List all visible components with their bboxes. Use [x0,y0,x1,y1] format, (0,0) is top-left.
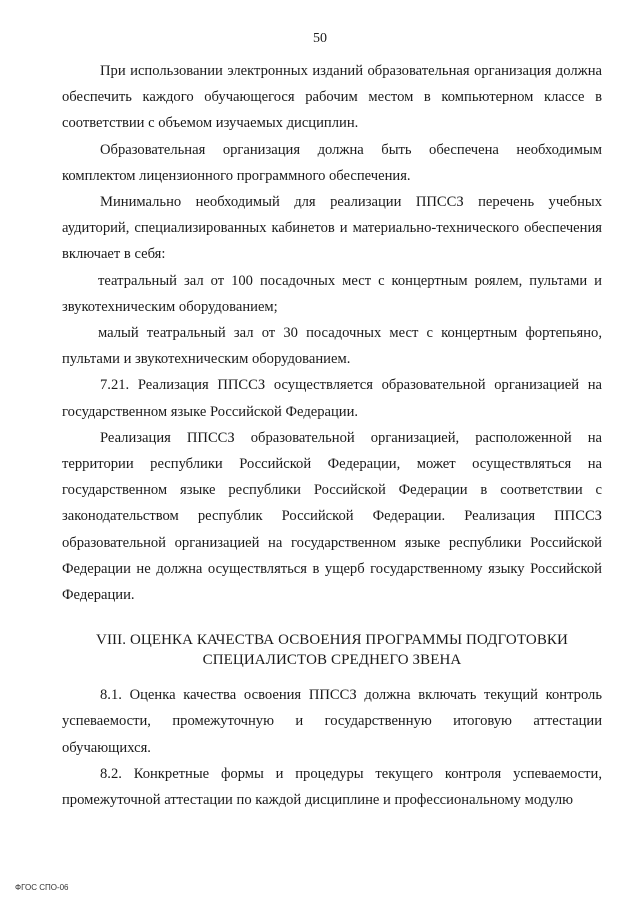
paragraph-republic-language: Реализация ППССЗ образовательной организацией, расположенной на территории республики Российской Федерации, может осуществляться на государственном языке республики Российской Федерации в соответствии с законодательством республик Российской Федерации. Реализация ППССЗ образовательной организацией на государственном языке республики Российской Федерации не должна осуществляться в ущерб государственному языку Российской Федерации. [62,429,602,604]
section-heading [62,630,602,670]
paragraph-8-2: 8.2. Конкретные формы и процедуры текущего контроля успеваемости, промежуточной аттестации по каждой дисциплине и профессиональному модулю [62,765,602,809]
section-heading-line-1: VIII. ОЦЕНКА КАЧЕСТВА ОСВОЕНИЯ ПРОГРАММЫ ПОДГОТОВКИ [96,632,568,649]
list-item-theatre-hall: театральный зал от 100 посадочных мест с концертным роялем, пультами и звукотехническим оборудованием; [62,272,602,315]
document-body [62,58,602,813]
footer-document-code: ФГОС СПО-06 [15,883,69,892]
list-item-small-theatre-hall: малый театральный зал от 30 посадочных мест с концертным фортепьяно, пультами и звукотехническим оборудованием. [62,325,602,368]
section-heading-line-2: СПЕЦИАЛИСТОВ СРЕДНЕГО ЗВЕНА [202,652,462,669]
paragraph-8-1: 8.1. Оценка качества освоения ППССЗ должна включать текущий контроль успеваемости, промежуточную и государственную итоговую аттестации обучающихся. [62,687,602,756]
paragraph-electronic-editions: При использовании электронных изданий образовательная организация должна обеспечить каждого обучающегося рабочим местом в компьютерном классе в соответствии с объемом изучаемых дисциплин. [62,63,602,132]
paragraph-licensed-software: Образовательная организация должна быть обеспечена необходимым комплектом лицензионного программного обеспечения. [62,141,602,184]
paragraph-7-21: 7.21. Реализация ППССЗ осуществляется образовательной организацией на государственном языке Российской Федерации. [62,377,602,420]
paragraph-minimum-equipment: Минимально необходимый для реализации ППССЗ перечень учебных аудиторий, специализированных кабинетов и материально-технического обеспечения включает в себя: [62,194,602,263]
page-number: 50 [313,31,327,46]
